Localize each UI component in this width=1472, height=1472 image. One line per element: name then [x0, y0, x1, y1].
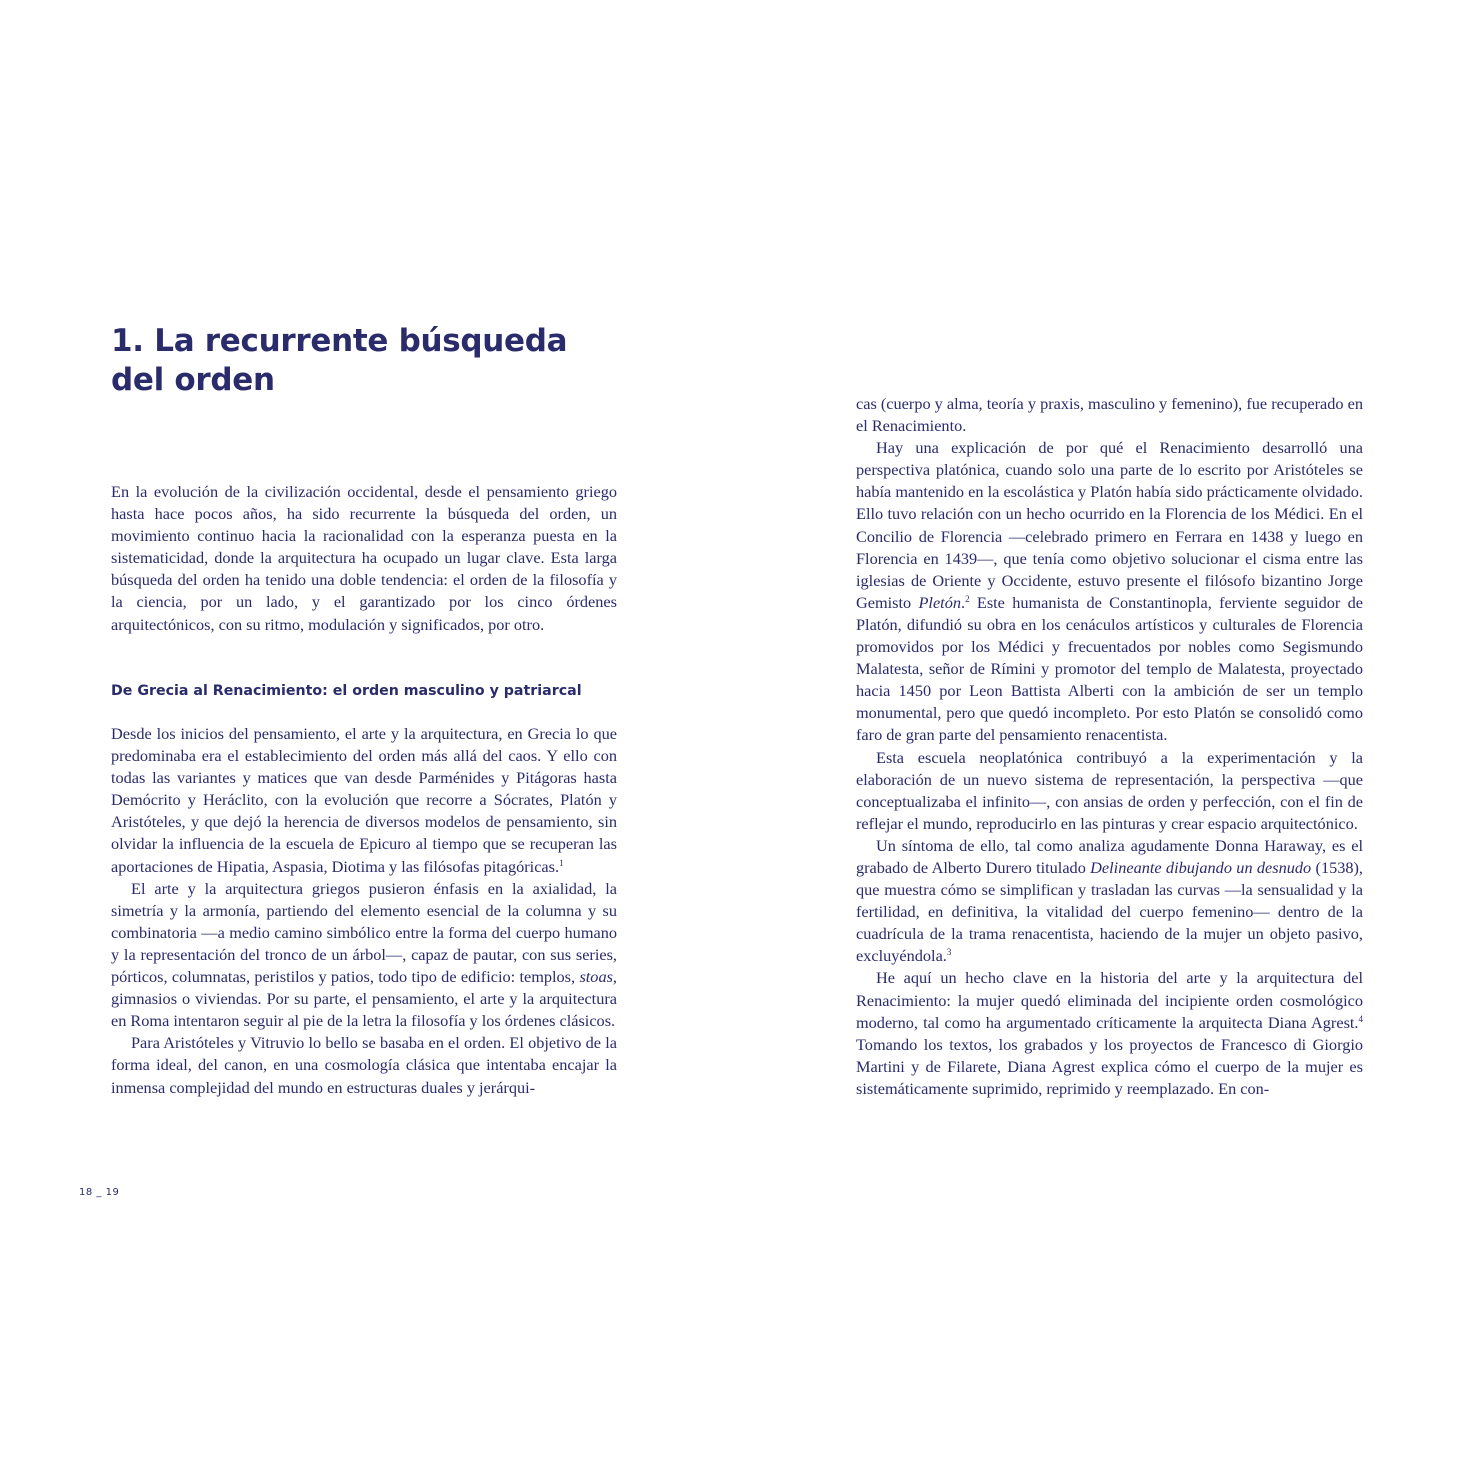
chapter-title-line-2: del orden	[111, 362, 275, 398]
right-paragraph-1: cas (cuerpo y alma, teoría y praxis, masculino y femenino), fue recuperado en el Renacimiento.	[856, 394, 1363, 436]
footnote-ref-1: 1	[559, 857, 564, 868]
footnote-ref-3: 3	[946, 947, 952, 958]
chapter-title-line-1: 1. La recurrente búsqueda	[111, 323, 568, 359]
right-paragraph-5-text-a: He aquí un hecho clave en la historia del arte y la arquitectura del Renacimiento: la mujer quedó eliminada del incipiente orden cosmológico moderno, tal como ha argumentado críticamente la arquitecta Diana Agrest.	[856, 968, 1363, 1032]
intro-paragraph-block	[111, 481, 617, 636]
page-numbers: 18 _ 19	[79, 1187, 120, 1198]
right-paragraph-4-text-b: (1538), que muestra cómo se simplifican y trasladan las curvas —la sensualidad y la fertilidad, en definitiva, la vitalidad del cuerpo femenino— dentro de la cuadrícula de la trama renacentista, haciendo de la mujer un objeto pasivo, excluyéndola.	[856, 857, 1363, 966]
section-subheading: De Grecia al Renacimiento: el orden masculino y patriarcal	[111, 683, 582, 699]
right-paragraph-2-text-a: Hay una explicación de por qué el Renacimiento desarrolló una perspectiva platónica, cuando solo una parte de lo escrito por Aristóteles se había mantenido en la escolástica y Platón había sido prácticamente olvidado. Ello tuvo relación con un hecho ocurrido en la Florencia de los Médici. En el Concilio de Florencia —celebrado primero en Ferrara en 1438 y luego en Florencia en 1439—, que tenía como objetivo solucionar el cisma entre las iglesias de Oriente y Occidente, estuvo presente el filósofo bizantino Jorge Gemisto	[856, 438, 1363, 612]
left-paragraph-1	[111, 723, 617, 878]
right-paragraph-3: Esta escuela neoplatónica contribuyó a la experimentación y la elaboración de un nuevo sistema de representación, la perspectiva —que conceptualizaba el infinito—, con ansias de orden y perfección, con el fin de reflejar el mundo, reproducirlo en las pinturas y crear espacio arquitectónico.	[856, 747, 1363, 833]
right-paragraph-5	[856, 967, 1363, 1100]
footnote-ref-2: 2	[965, 593, 970, 604]
intro-paragraph: En la evolución de la civilización occidental, desde el pensamiento griego hasta hace pocos años, ha sido recurrente la búsqueda del orden, un movimiento continuo hacia la racionalidad con la esperanza puesta en la sistematicidad, donde la arquitectura ha ocupado un lugar clave. Esta larga búsqueda del orden ha tenido una doble tendencia: el orden de la filosofía y la ciencia, por un lado, y el garantizado por los cinco órdenes arquitectónicos, con su ritmo, modulación y significados, por otro.	[111, 482, 617, 634]
left-paragraph-2-text-a: El arte y la arquitectura griegos pusieron énfasis en la axialidad, la simetría y la armonía, partiendo del elemento esencial de la columna y su combinatoria —a medio camino simbólico entre la forma del cuerpo humano y la representación del tronco de un árbol—, capaz de pautar, con sus series, pórticos, columnatas, peristilos y patios, todo tipo de edificio: templos,	[111, 878, 617, 987]
footnote-ref-4: 4	[1358, 1013, 1363, 1024]
right-paragraph-4-text-a: Un síntoma de ello, tal como analiza agudamente Donna Haraway, es el grabado de Alberto Durero titulado	[856, 835, 1363, 877]
left-paragraph-2	[111, 878, 617, 1033]
left-paragraph-3: Para Aristóteles y Vitruvio lo bello se basaba en el orden. El objetivo de la forma ideal, del canon, en una cosmología clásica que intentaba encajar la inmensa complejidad del mundo en estructuras duales y jerárqui-	[111, 1033, 617, 1097]
right-paragraph-2-text-b: Este humanista de Constantinopla, ferviente seguidor de Platón, difundió su obra en los cenáculos artísticos y culturales de Florencia promovidos por los Médici y frecuentados por nobles como Segismundo Malatesta, señor de Rímini y promotor del templo de Malatesta, proyectado hacia 1450 por Leon Battista Alberti con la ambición de ser un templo monumental, pero que quedó incompleto. Por esto Platón se consolidó como faro de gran parte del pensamiento renacentista.	[856, 592, 1363, 745]
right-paragraph-5-text-b: Tomando los textos, los grabados y los proyectos de Francesco di Giorgio Martini y de Filarete, Diana Agrest explica cómo el cuerpo de la mujer es sistemáticamente suprimido, reprimido y reemplazado. En con-	[856, 1034, 1363, 1098]
right-column	[856, 393, 1363, 1100]
right-paragraph-4-italic: Delineante dibujando un desnudo	[1090, 857, 1312, 877]
right-paragraph-2: Hay una explicación de por qué el Renacimiento desarrolló una perspectiva platónica, cuando solo una parte de lo escrito por Aristóteles se había mantenido en la escolástica y Platón había sido prácticamente olvidado. Ello tuvo relación con un hecho ocurrido en la Florencia de los Médici. En el Concilio de Florencia —celebrado primero en Ferrara en 1438 y luego en Florencia en 1439—, que tenía como objetivo solucionar el cisma entre las iglesias de Oriente y Occidente, estuvo presente el filósofo bizantino Jorge Gemisto Pletón.$^2$ Este humanista de Constantinopla, ferviente seguidor de Platón, difundió su obra en los cenáculos artísticos y culturales de Florencia promovidos por los Médici y frecuentados por nobles como Segismundo Malatesta, señor de Rímini y promotor del templo de Malatesta, proyectado hacia 1450 por Leon Battista Alberti con la ambición de ser un templo monumental, pero que quedó incompleto. Por esto Platón se consolidó como faro de gran parte del pensamiento renacentista.	[856, 438, 1363, 745]
left-paragraph-2-italic: stoas	[579, 967, 613, 987]
left-column	[111, 723, 617, 1099]
left-paragraph-1-text: Desde los inicios del pensamiento, el arte y la arquitectura, en Grecia lo que predominaba era el establecimiento del orden más allá del caos. Y ello con todas las variantes y matices que van desde Parménides y Pitágoras hasta Demócrito y Heráclito, con la evolución que recorre a Sócrates, Platón y Aristóteles, y que dejó la herencia de diversos modelos de pensamiento, sin olvidar la influencia de la escuela de Epicuro al tiempo que se recuperan las aportaciones de Hipatia, Aspasia, Diotima y las filósofas pitagóricas.	[111, 724, 617, 876]
left-paragraph-2-text-b: , gimnasios o viviendas. Por su parte, el pensamiento, el arte y la arquitectura en Roma intentaron seguir al pie de la letra la filosofía y los órdenes clásicos.	[111, 967, 617, 1031]
right-paragraph-2-italic: Pletón	[918, 592, 961, 612]
right-paragraph-4	[856, 835, 1363, 968]
chapter-title	[111, 322, 671, 400]
